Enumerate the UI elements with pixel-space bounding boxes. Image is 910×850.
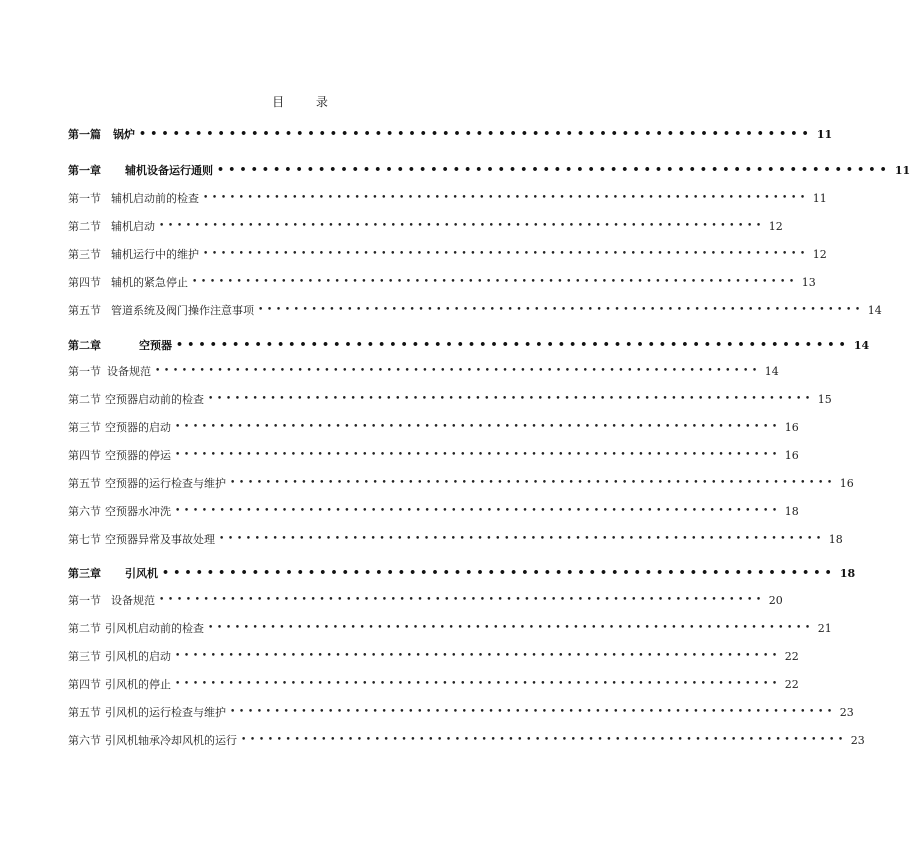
dot-leader: •••••••••••••••••••••••••••••••••••••••••••••••••••••••••••••••••••• bbox=[203, 193, 809, 203]
entry-page-number: 14 bbox=[867, 303, 882, 317]
entry-title: 引风机启动前的检查 bbox=[105, 622, 204, 635]
entry-page-number: 16 bbox=[784, 420, 799, 434]
toc-entry-section[interactable] bbox=[68, 218, 783, 234]
entry-number: 第一章 bbox=[68, 164, 101, 177]
entry-page-number: 16 bbox=[784, 448, 799, 462]
dot-leader: •••••••••••••••••••••••••••••••••••••••••••••••••••••••••••••••••••• bbox=[192, 277, 798, 287]
entry-number: 第四节 bbox=[68, 276, 101, 289]
entry-number: 第三节 bbox=[68, 248, 101, 261]
toc-title: 目 录 bbox=[272, 95, 342, 109]
entry-page-number: 15 bbox=[817, 392, 832, 406]
toc-entry-section[interactable] bbox=[68, 190, 827, 206]
entry-number: 第二章 bbox=[68, 339, 101, 352]
toc-entry-section[interactable] bbox=[68, 676, 799, 692]
entry-number: 第二节 bbox=[68, 393, 101, 406]
toc-entry-section[interactable] bbox=[68, 391, 832, 407]
toc-entry-section[interactable] bbox=[68, 503, 799, 519]
toc-entry-section[interactable] bbox=[68, 620, 832, 636]
toc-entry-chapter[interactable] bbox=[68, 337, 870, 353]
entry-title: 空预器的启动 bbox=[105, 421, 171, 434]
dot-leader: •••••••••••••••••••••••••••••••••••••••••••••••••••••••••••••••••••• bbox=[203, 249, 809, 259]
toc-entry-section[interactable] bbox=[68, 531, 843, 547]
dot-leader: •••••••••••••••••••••••••••••••••••••••••••••••••••••••••••••••••••• bbox=[155, 366, 761, 376]
entry-title: 引风机轴承冷却风机的运行 bbox=[105, 734, 237, 747]
entry-page-number: 14 bbox=[853, 338, 870, 352]
dot-leader: •••••••••••••••••••••••••••••••••••••••••••••••••••••••••••••••••••• bbox=[219, 534, 825, 544]
entry-number: 第一节 bbox=[68, 365, 101, 378]
entry-title: 辅机设备运行通则 bbox=[125, 164, 213, 177]
entry-number: 第二节 bbox=[68, 622, 101, 635]
entry-title: 设备规范 bbox=[107, 365, 151, 378]
entry-page-number: 23 bbox=[839, 705, 854, 719]
entry-page-number: 11 bbox=[812, 191, 827, 205]
entry-page-number: 18 bbox=[839, 566, 856, 580]
dot-leader: •••••••••••••••••••••••••••••••••••••••••••••••••••••••••••••••••••• bbox=[175, 506, 781, 516]
toc-entry-section[interactable] bbox=[68, 592, 783, 608]
toc-entry-section[interactable] bbox=[68, 447, 799, 463]
entry-number: 第三节 bbox=[68, 421, 101, 434]
entry-number: 第七节 bbox=[68, 533, 101, 546]
entry-title: 空预器的运行检查与维护 bbox=[105, 477, 226, 490]
entry-number: 第四节 bbox=[68, 449, 101, 462]
dot-leader: •••••••••••••••••••••••••••••••••••••••••••••••••••••••••••••••••••• bbox=[175, 679, 781, 689]
entry-number: 第六节 bbox=[68, 505, 101, 518]
entry-title: 辅机启动前的检查 bbox=[111, 192, 199, 205]
dot-leader: •••••••••••••••••••••••••••••••••••••••••••••••••••••••••••• bbox=[217, 163, 891, 176]
entry-page-number: 11 bbox=[816, 127, 833, 141]
entry-title: 引风机 bbox=[125, 567, 158, 580]
toc-entry-section[interactable] bbox=[68, 419, 799, 435]
entry-number: 第一节 bbox=[68, 594, 101, 607]
entry-number: 第二节 bbox=[68, 220, 101, 233]
entry-number: 第五节 bbox=[68, 304, 101, 317]
dot-leader: •••••••••••••••••••••••••••••••••••••••••••••••••••••••••••••••••••• bbox=[208, 623, 814, 633]
dot-leader: •••••••••••••••••••••••••••••••••••••••••••••••••••••••••••••••••••• bbox=[175, 651, 781, 661]
entry-title: 辅机启动 bbox=[111, 220, 155, 233]
entry-page-number: 22 bbox=[784, 649, 799, 663]
entry-page-number: 12 bbox=[768, 219, 783, 233]
entry-page-number: 18 bbox=[828, 532, 843, 546]
entry-title: 空预器水冲洗 bbox=[105, 505, 171, 518]
entry-page-number: 22 bbox=[784, 677, 799, 691]
entry-page-number: 11 bbox=[894, 163, 910, 177]
entry-page-number: 18 bbox=[784, 504, 799, 518]
entry-title: 辅机的紧急停止 bbox=[111, 276, 188, 289]
entry-number: 第六节 bbox=[68, 734, 101, 747]
entry-page-number: 16 bbox=[839, 476, 854, 490]
dot-leader: •••••••••••••••••••••••••••••••••••••••••••••••••••••••••••• bbox=[162, 566, 836, 579]
entry-title: 空预器启动前的检查 bbox=[105, 393, 204, 406]
toc-entry-section[interactable] bbox=[68, 363, 779, 379]
entry-page-number: 21 bbox=[817, 621, 832, 635]
entry-page-number: 12 bbox=[812, 247, 827, 261]
toc-entry-section[interactable] bbox=[68, 274, 816, 290]
entry-title: 空预器 bbox=[139, 339, 172, 352]
toc-entry-section[interactable] bbox=[68, 302, 882, 318]
entry-page-number: 13 bbox=[801, 275, 816, 289]
toc-entry-section[interactable] bbox=[68, 648, 799, 664]
toc-entry-section[interactable] bbox=[68, 246, 827, 262]
entry-page-number: 14 bbox=[764, 364, 779, 378]
dot-leader: •••••••••••••••••••••••••••••••••••••••••••••••••••••••••••••••••••• bbox=[230, 478, 836, 488]
dot-leader: •••••••••••••••••••••••••••••••••••••••••••••••••••••••••••• bbox=[176, 338, 850, 351]
toc-entry-section[interactable] bbox=[68, 704, 854, 720]
dot-leader: •••••••••••••••••••••••••••••••••••••••••••••••••••••••••••••••••••• bbox=[175, 422, 781, 432]
entry-number: 第五节 bbox=[68, 477, 101, 490]
entry-title: 空预器的停运 bbox=[105, 449, 171, 462]
toc-entry-chapter[interactable] bbox=[68, 565, 856, 581]
dot-leader: •••••••••••••••••••••••••••••••••••••••••••••••••••••••••••• bbox=[139, 127, 813, 140]
dot-leader: •••••••••••••••••••••••••••••••••••••••••••••••••••••••••••••••••••• bbox=[241, 735, 847, 745]
entry-number: 第五节 bbox=[68, 706, 101, 719]
toc-entry-part[interactable] bbox=[68, 126, 833, 142]
entry-title: 设备规范 bbox=[111, 594, 155, 607]
entry-title: 引风机的运行检查与维护 bbox=[105, 706, 226, 719]
entry-title: 引风机的启动 bbox=[105, 650, 171, 663]
entry-number: 第三章 bbox=[68, 567, 101, 580]
toc-entry-chapter[interactable] bbox=[68, 162, 910, 178]
entry-title: 管道系统及阀门操作注意事项 bbox=[111, 304, 254, 317]
toc-entry-section[interactable] bbox=[68, 732, 865, 748]
entry-title: 引风机的停止 bbox=[105, 678, 171, 691]
entry-page-number: 23 bbox=[850, 733, 865, 747]
entry-number: 第一篇 bbox=[68, 128, 101, 141]
entry-title: 空预器异常及事故处理 bbox=[105, 533, 215, 546]
dot-leader: •••••••••••••••••••••••••••••••••••••••••••••••••••••••••••••••••••• bbox=[159, 595, 765, 605]
dot-leader: •••••••••••••••••••••••••••••••••••••••••••••••••••••••••••••••••••• bbox=[208, 394, 814, 404]
entry-number: 第一节 bbox=[68, 192, 101, 205]
dot-leader: •••••••••••••••••••••••••••••••••••••••••••••••••••••••••••••••••••• bbox=[175, 450, 781, 460]
entry-number: 第三节 bbox=[68, 650, 101, 663]
entry-title: 辅机运行中的维护 bbox=[111, 248, 199, 261]
entry-number: 第四节 bbox=[68, 678, 101, 691]
entry-page-number: 20 bbox=[768, 593, 783, 607]
dot-leader: •••••••••••••••••••••••••••••••••••••••••••••••••••••••••••••••••••• bbox=[159, 221, 765, 231]
dot-leader: •••••••••••••••••••••••••••••••••••••••••••••••••••••••••••••••••••• bbox=[230, 707, 836, 717]
toc-entry-section[interactable] bbox=[68, 475, 854, 491]
dot-leader: •••••••••••••••••••••••••••••••••••••••••••••••••••••••••••••••••••• bbox=[258, 305, 864, 315]
entry-title: 锅炉 bbox=[113, 128, 135, 141]
